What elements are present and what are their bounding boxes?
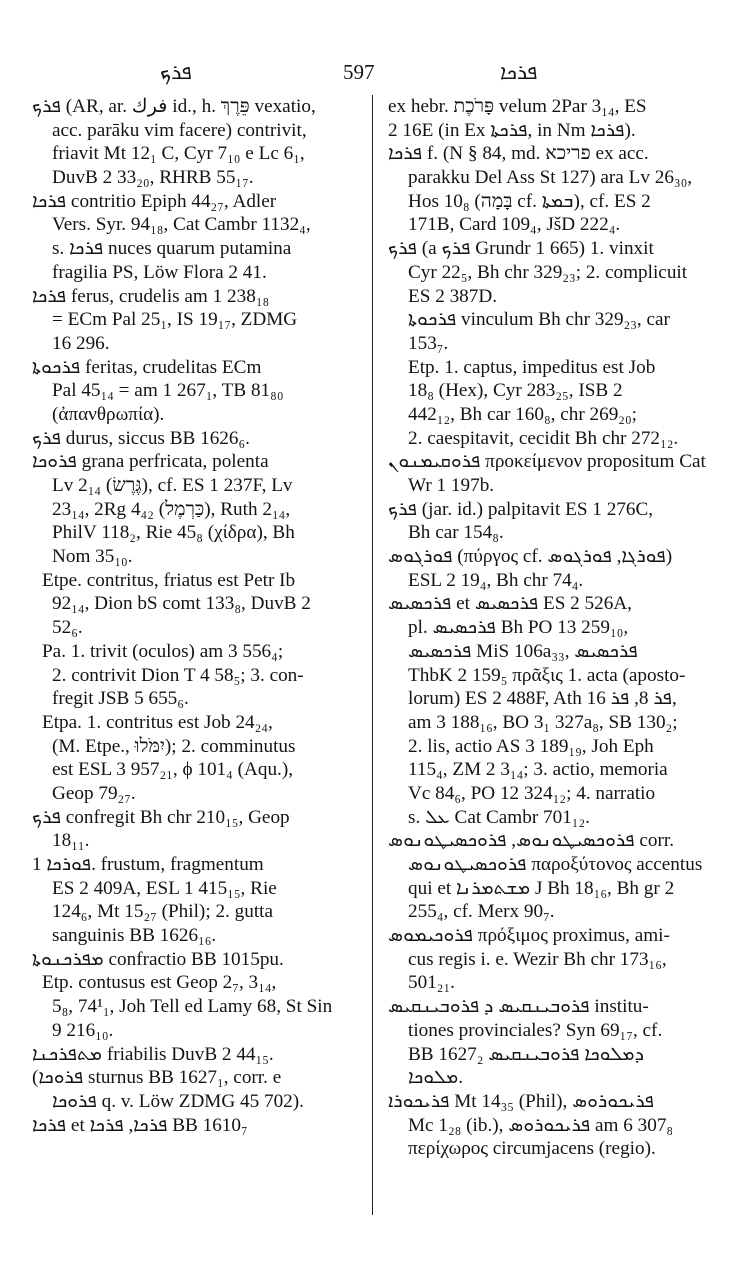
entry-line: Etp. 1. captus, impeditus est Job bbox=[408, 356, 656, 378]
entry-line: Geop 79₂₇. bbox=[52, 782, 136, 804]
entry-line: Hos 10₈ (בָּמָה cf. ܒܡܬܐ), cf. ES 2 bbox=[408, 190, 651, 212]
entry-line: 442₁₂, Bh car 160₈, chr 269₂₀; bbox=[408, 403, 638, 425]
entry-line: 18₈ (Hex), Cyr 283₂₅, ISB 2 bbox=[408, 380, 623, 402]
entry-line: 52₆. bbox=[52, 617, 83, 639]
entry-line: DuvB 2 33₂₀, RHRB 55₁₇. bbox=[52, 167, 254, 189]
entry-line: 2. caespitavit, cecidit Bh chr 272₁₂. bbox=[408, 427, 679, 449]
right-column bbox=[388, 95, 722, 1161]
entry-line: ܦܪܘܟܝܡܘܣ πρόξιμος proximus, ami- bbox=[388, 925, 670, 947]
entry-line: 23₁₄, 2Rg 4₄₂ (כַּרְמֶל), Ruth 2₁₄, bbox=[52, 498, 291, 520]
entry-line: ܦܪܟܣܝܣ MiS 106a₃₃, ܦܪܟܣܝܣ bbox=[408, 640, 638, 662]
entry-line: Vers. Syr. 94₁₈, Cat Cambr 1132₄, bbox=[52, 214, 311, 236]
entry-line: (ἀπανθρωπία). bbox=[52, 403, 165, 425]
entry-line: Cyr 22₅, Bh chr 329₂₃; 2. complicuit bbox=[408, 261, 688, 283]
entry-line: Nom 35₁₀. bbox=[52, 546, 133, 568]
entry-line: s. ܥܠ Cat Cambr 701₁₂. bbox=[408, 806, 590, 828]
entry-line: ES 2 387D. bbox=[408, 285, 498, 307]
entry-line: pl. ܦܪܟܣܝܣ Bh PO 13 259₁₀, bbox=[408, 617, 629, 639]
entry-line: acc. parāku vim facere) contrivit, bbox=[52, 119, 307, 141]
entry-line: ܦܪܘܒܝܢܩܝܣ ܕ ܦܪܘܒܝܢܩܝܣ institu- bbox=[388, 996, 649, 1018]
entry-line: ܦܪܝܟܘܪܐ Mt 14₃₅ (Phil), ܦܪܝܟܘܪܘܣ bbox=[388, 1090, 655, 1112]
entry-line: ܦܘܪܟܐ 1. frustum, fragmentum bbox=[32, 854, 264, 875]
entry-line: Etp. contusus est Geop 2₇, 3₁₄, bbox=[42, 972, 277, 994]
entry-line: 2. contrivit Dion T 4 58₅; 3. con- bbox=[52, 664, 304, 686]
entry-line: parakku Del Ass St 127) ara Lv 26₃₀, bbox=[408, 167, 693, 189]
entry-line: BB 1627₂ ܕܡܠܘܟܐ ܦܪܘܒܝܢܩܝܣ bbox=[408, 1043, 645, 1065]
entry-line: cus regis i. e. Wezir Bh chr 173₁₆, bbox=[408, 948, 667, 970]
entry-line: Pa. 1. trivit (oculos) am 3 556₄; bbox=[42, 640, 284, 662]
entry-line: ܦܪܟܐ f. (N § 84, md. פריכא ex acc. bbox=[388, 143, 649, 165]
entry-line: 9 216₁₀. bbox=[52, 1019, 114, 1041]
entry-line: Mc 1₂₈ (ib.), ܦܪܝܟܘܪܘܣ am 6 307₈ bbox=[408, 1114, 674, 1136]
entry-line: ܡܦܪܟܢܘܬܐ confractio BB 1015pu. bbox=[32, 948, 284, 970]
page-header bbox=[0, 60, 750, 88]
entry-line: 124₆, Mt 15₂₇ (Phil); 2. gutta bbox=[52, 901, 274, 923]
entry-line: 18₁₁. bbox=[52, 830, 90, 852]
entry-line: 16 296. bbox=[52, 332, 110, 354]
entry-line: 92₁₄, Dion bS comt 133₈, DuvB 2 bbox=[52, 593, 311, 615]
entry-line: ܦܪܟ (a ܦܪܟ Grundr 1 665) 1. vinxit bbox=[388, 238, 654, 260]
entry-line: ܦܪܘܟܣܝܛܘܢܘܣ, ܦܪܘܟܣܝܛܘܢܘܣ corr. bbox=[388, 830, 675, 852]
left-column bbox=[32, 95, 370, 1137]
entry-line: Wr 1 197b. bbox=[408, 475, 495, 496]
entry-line: s. ܦܪܟܐ nuces quarum putamina bbox=[52, 238, 292, 260]
entry-line: 5₈, 74¹₁, Joh Tell ed Lamy 68, St Sin bbox=[52, 996, 333, 1018]
entry-line: fregit JSB 5 655₆. bbox=[52, 688, 189, 710]
entry-line: 115₄, ZM 2 3₁₄; 3. actio, memoria bbox=[408, 759, 668, 781]
entry-line: ܦܪܟ (AR, ar. ف‍رك id., h. פֵּרֶךְ vexatio, bbox=[32, 96, 316, 117]
entry-line: ܦܪܟܘܬܐ feritas, crudelitas ECm bbox=[32, 356, 262, 378]
entry-line: 2. lis, actio AS 3 189₁₉, Joh Eph bbox=[408, 735, 654, 757]
entry-line: ܦܪܟ confregit Bh chr 210₁₅, Geop bbox=[32, 806, 290, 828]
entry-line: ܦܪܟ durus, siccus BB 1626₆. bbox=[32, 427, 250, 449]
entry-line: Pal 45₁₄ = am 1 267₁, TB 81₈₀ bbox=[52, 380, 284, 402]
entry-line: friavit Mt 12₁ C, Cyr 7₁₀ e Lc 6₁, bbox=[52, 143, 305, 165]
entry-line: ܦܪܟܐ ferus, crudelis am 1 238₁₈ bbox=[32, 285, 270, 307]
entry-line: fragilia PS, Löw Flora 2 41. bbox=[52, 261, 267, 283]
entry-line: ESL 2 19₄, Bh chr 74₄. bbox=[408, 569, 584, 591]
entry-line: Etpe. contritus, friatus est Petr Ib bbox=[42, 569, 296, 591]
entry-line: 2 16E (in Ex ܦܪܟܬܐ, in Nm ܦܪܟܐ). bbox=[388, 119, 636, 141]
entry-line: Etpa. 1. contritus est Job 24₂₄, bbox=[42, 711, 273, 733]
column-divider bbox=[372, 95, 373, 1215]
entry-line: ES 2 409A, ESL 1 415₁₅, Rie bbox=[52, 877, 277, 899]
entry-line: ܦܪܟܣܝܣ et ܦܪܟܣܝܣ ES 2 526A, bbox=[388, 593, 632, 615]
entry-line: sanguinis BB 1626₁₆. bbox=[52, 925, 217, 947]
entry-line: (M. Etpe., יִמֹּלוּ); 2. comminutus bbox=[52, 735, 296, 757]
entry-line: ܦܪܘܩܝܡܢܘܢ προκείμενον propositum Cat bbox=[388, 451, 706, 473]
entry-line: ܦܪܘܟܐ q. v. Löw ZDMG 45 702). bbox=[52, 1090, 304, 1112]
entry-line: qui et ܡܫܬܡܪܢܐ J Bh 18₁₆, Bh gr 2 bbox=[408, 877, 675, 899]
entry-line: Vc 84₆, PO 12 324₁₂; 4. narratio bbox=[408, 782, 656, 804]
entry-line: PhilV 118₂, Rie 45₈ (χίδρα), Bh bbox=[52, 522, 295, 544]
entry-line: ܦܪܘܟܐ grana perfricata, polenta bbox=[32, 451, 269, 473]
entry-line: ܡܠܘܟܐ. bbox=[408, 1067, 464, 1089]
entry-line: ܦܪܟܘܬܐ vinculum Bh chr 329₂₃, car bbox=[408, 309, 670, 331]
entry-line: 153₇. bbox=[408, 332, 449, 354]
entry-line: am 3 188₁₆, BO 3₁ 327a₈, SB 130₂; bbox=[408, 711, 678, 733]
header-right-word: ܦܪܟܐ bbox=[500, 60, 538, 84]
entry-line: Bh car 154₈. bbox=[408, 522, 504, 544]
entry-line: περίχωρος circumjacens (regio). bbox=[408, 1138, 656, 1160]
entry-line: 171B, Card 109₄, JšD 222₄. bbox=[408, 214, 621, 236]
entry-line: ܦܘܪܓܘܣ (πύργος cf. ܦܘܪܓܐ, ܦܘܪܓܘܣ) bbox=[388, 546, 673, 568]
entry-line: ThbK 2 159₅ πρᾶξις 1. acta (aposto- bbox=[408, 664, 686, 686]
entry-line: ܡܬܦܪܟܢܐ friabilis DuvB 2 44₁₅. bbox=[32, 1043, 274, 1065]
entry-line: ex hebr. פָּרֹכֶת velum 2Par 3₁₄, ES bbox=[388, 96, 647, 117]
entry-line: ܦܪܘܟܣܝܛܘܢܘܣ παροξύτονος accentus bbox=[408, 854, 703, 875]
entry-line: ܦܪܟ (jar. id.) palpitavit ES 1 276C, bbox=[388, 498, 654, 520]
entry-line: = ECm Pal 25₁, IS 19₁₇, ZDMG bbox=[52, 309, 298, 331]
header-left-word: ܦܪܟ bbox=[160, 60, 192, 84]
entry-line: (ܦܪܘܟܐ sturnus BB 1627₁, corr. e bbox=[32, 1067, 282, 1089]
entry-line: ܦܪܟܐ et ܦܪܟܐ, ܦܪܟܐ BB 1610₇ bbox=[32, 1114, 248, 1136]
entry-line: est ESL 3 957₂₁, ϕ 101₄ (Aqu.), bbox=[52, 759, 294, 781]
page-number: 597 bbox=[343, 60, 375, 84]
entry-line: tiones provinciales? Syn 69₁₇, cf. bbox=[408, 1019, 663, 1041]
entry-line: 255₄, cf. Merx 90₇. bbox=[408, 901, 555, 923]
entry-line: ܦܪܟܐ contritio Epiph 44₂₇, Adler bbox=[32, 190, 277, 212]
entry-line: lorum) ES 2 488F, Ath ܦܪ 8, ܦܪ 16, bbox=[408, 688, 677, 710]
entry-line: 501₂₁. bbox=[408, 972, 455, 994]
entry-line: Lv 2₁₄ (גֶּרֶשׂ), cf. ES 1 237F, Lv bbox=[52, 475, 293, 496]
